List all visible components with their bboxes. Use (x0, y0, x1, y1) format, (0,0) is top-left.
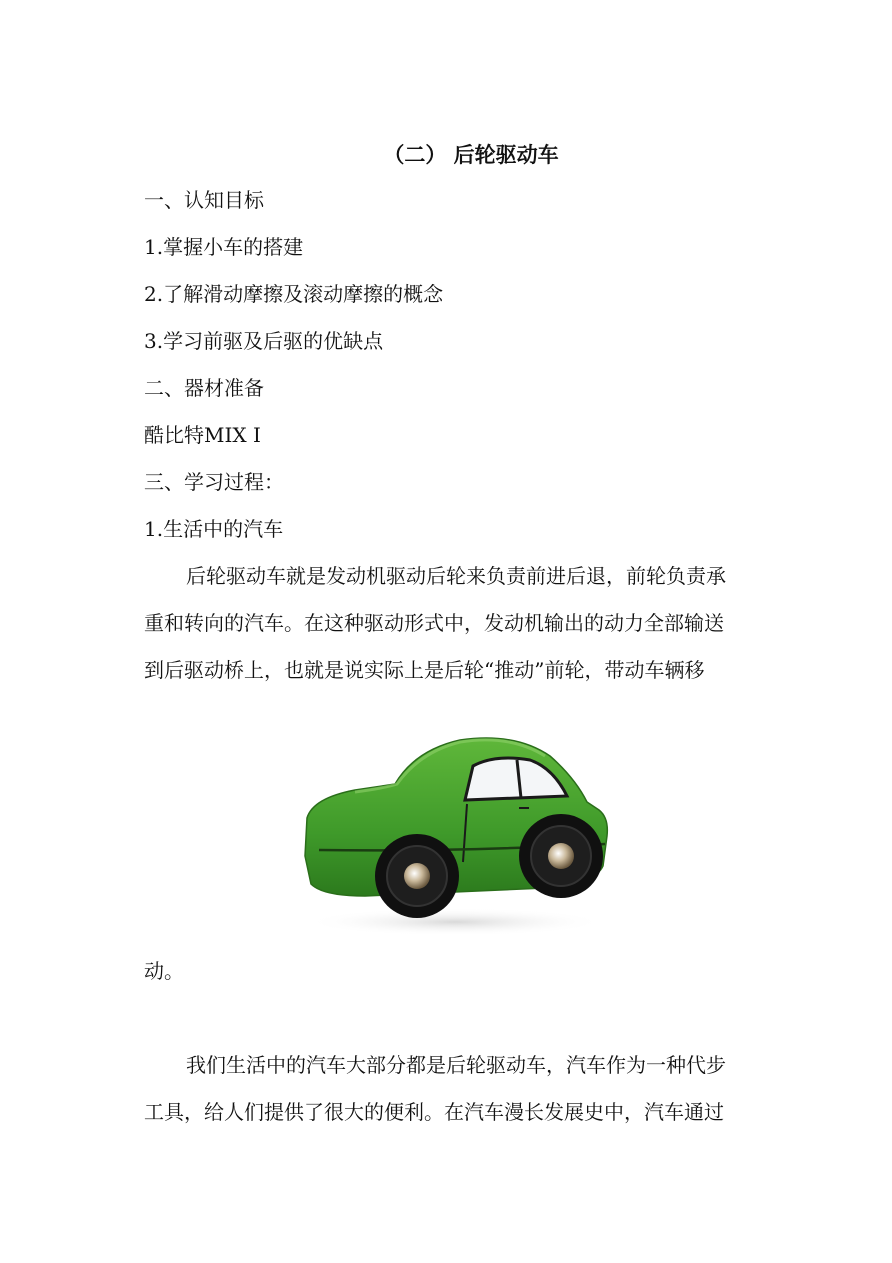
goal-item-2: 2.了解滑动摩擦及滚动摩擦的概念 (144, 282, 444, 306)
goal-item-3: 3.学习前驱及后驱的优缺点 (144, 329, 384, 353)
goal-item-1: 1.掌握小车的搭建 (144, 235, 304, 259)
paragraph-1-line-1: 后轮驱动车就是发动机驱动后轮来负责前进后退，前轮负责承 (186, 564, 726, 588)
page-title: （二） 后轮驱动车 (383, 143, 559, 167)
equip-item: 酷比特MIX I (144, 423, 261, 447)
toy-car-icon (295, 726, 615, 938)
paragraph-1-line-4: 动。 (144, 959, 184, 983)
paragraph-2-line-2: 工具，给人们提供了很大的便利。在汽车漫长发展史中，汽车通过 (144, 1100, 724, 1124)
process-item-1: 1.生活中的汽车 (144, 517, 284, 541)
paragraph-1-line-2: 重和转向的汽车。在这种驱动形式中，发动机输出的动力全部输送 (144, 611, 724, 635)
paragraph-1-line-3: 到后驱动桥上，也就是说实际上是后轮“推动”前轮，带动车辆移 (144, 658, 705, 682)
paragraph-2-line-1: 我们生活中的汽车大部分都是后轮驱动车，汽车作为一种代步 (186, 1053, 726, 1077)
process-heading: 三、学习过程： (144, 470, 284, 494)
equip-heading: 二、器材准备 (144, 376, 264, 400)
goal-heading: 一、认知目标 (144, 188, 264, 212)
